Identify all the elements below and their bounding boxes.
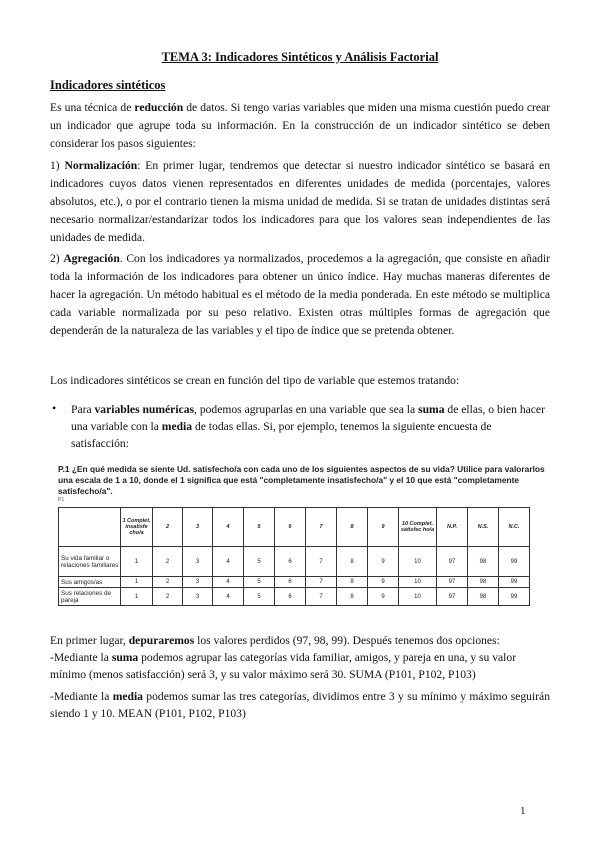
table-cell: 99 bbox=[499, 577, 530, 588]
bullet-numeric-variables: Para variables numéricas, podemos agruparlas en una variable que sea la suma de ellas, o bien hacer una variable con la media de todas ellas. Si, por ejemplo, tenemos la siguiente encuesta de satisfacción: bbox=[71, 403, 545, 450]
table-cell: 5 bbox=[244, 588, 275, 606]
table-cell: 2 bbox=[153, 577, 183, 588]
table-cell: 7 bbox=[306, 547, 337, 577]
table-cell: 97 bbox=[437, 588, 468, 606]
step-agregacion-paragraph: 2) Agregación. Con los indicadores ya normalizados, procedemos a la agregación, que consiste en añadir toda la información de los indicadores para obtener un único índice. Hay muchas maneras diferentes de hacer la agregación. Un método habitual es el método de la media ponderada. En este método se multiplica cada variable normalizada por su peso relativo. Existen otras múltiples formas de agregación que dependerán de la naturaleza de las variables y el tipo de índice que se pretenda obtener. bbox=[50, 252, 550, 337]
table-cell: 8 bbox=[337, 577, 368, 588]
table-cell: 98 bbox=[468, 588, 499, 606]
row-label: Sus amigos/as bbox=[59, 577, 121, 588]
survey-header-cell: 7 bbox=[306, 508, 337, 547]
table-cell: 1 bbox=[121, 547, 153, 577]
types-intro-paragraph: Los indicadores sintéticos se crean en función del tipo de variable que estemos tratando: bbox=[50, 374, 460, 387]
table-cell: 3 bbox=[183, 588, 213, 606]
page-number: 1 bbox=[520, 805, 526, 817]
table-cell: 5 bbox=[244, 547, 275, 577]
table-row bbox=[59, 547, 530, 577]
survey-question: P.1 ¿En qué medida se siente Ud. satisfecho/a con cada uno de los siguientes aspectos de su vida? Utilice para valorarlos una escala de 1 a 10, donde el 1 significa que está "completamente insatisfecho/a" y el 10 que está "completamente satisfecho/a". bbox=[58, 464, 545, 496]
table-cell: 10 bbox=[399, 577, 437, 588]
survey-header-cell: 4 bbox=[213, 508, 244, 547]
table-cell: 9 bbox=[368, 547, 399, 577]
survey-header-cell: 3 bbox=[183, 508, 213, 547]
table-cell: 98 bbox=[468, 547, 499, 577]
survey-header-row bbox=[59, 508, 530, 547]
table-cell: 6 bbox=[275, 547, 306, 577]
survey-header-cell: 10 Complet. satisfec ho/a bbox=[399, 508, 437, 547]
table-cell: 8 bbox=[337, 588, 368, 606]
table-cell: 99 bbox=[499, 547, 530, 577]
row-label: Sus relaciones de pareja bbox=[59, 588, 121, 606]
survey-header-cell: 9 bbox=[368, 508, 399, 547]
survey-header-cell: 2 bbox=[153, 508, 183, 547]
mean-paragraph: -Mediante la media podemos sumar las tres categorías, dividimos entre 3 y su mínimo y máximo seguirán siendo 1 y 10. MEAN (P101, P102, P103) bbox=[50, 690, 550, 720]
section-heading: Indicadores sintéticos bbox=[50, 78, 166, 92]
table-cell: 7 bbox=[306, 577, 337, 588]
table-row bbox=[59, 577, 530, 588]
bullet-icon: • bbox=[52, 401, 57, 415]
table-cell: 3 bbox=[183, 547, 213, 577]
table-cell: 10 bbox=[399, 547, 437, 577]
survey-table bbox=[58, 507, 530, 606]
row-label: Su vida familiar o relaciones familiares bbox=[59, 547, 121, 577]
survey-header-cell: N.P. bbox=[437, 508, 468, 547]
cleaning-paragraph: En primer lugar, depuraremos los valores perdidos (97, 98, 99). Después tenemos dos opciones: -Mediante la suma podemos agrupar las categorías vida familiar, amigos, y pareja en una, y su valor mínimo (menos satisfacción) será 3, y su valor máximo será 30. SUMA (P101, P102, P103) bbox=[50, 634, 517, 681]
table-cell: 6 bbox=[275, 577, 306, 588]
survey-header-cell: N.S. bbox=[468, 508, 499, 547]
table-cell: 97 bbox=[437, 577, 468, 588]
table-cell: 3 bbox=[183, 577, 213, 588]
table-cell: 4 bbox=[213, 577, 244, 588]
survey-header-cell: 8 bbox=[337, 508, 368, 547]
intro-paragraph: Es una técnica de reducción de datos. Si tengo varias variables que miden una misma cuestión puedo crear un indicador que agrupe toda su información. En la construcción de un indicador sintético se deben considerar los pasos siguientes: bbox=[50, 101, 550, 150]
table-cell: 4 bbox=[213, 547, 244, 577]
survey-header-cell: 5 bbox=[244, 508, 275, 547]
table-cell: 1 bbox=[121, 577, 153, 588]
survey-tag: P1 bbox=[58, 497, 65, 503]
table-cell: 97 bbox=[437, 547, 468, 577]
step-normalizacion-paragraph: 1) Normalización: En primer lugar, tendremos que detectar si nuestro indicador sintético se basará en indicadores cuyos datos vienen representados en diferentes unidades de medida (porcentajes, valores absolutos, etc.), o por el contrario tienen la misma unidad de medida. Si se tratan de unidades distintas será necesario normalizar/estandarizar todos los indicadores para que los valores sean independientes de las unidades de medida. bbox=[50, 159, 550, 244]
table-cell: 6 bbox=[275, 588, 306, 606]
table-cell: 2 bbox=[153, 547, 183, 577]
survey-header-cell: N.C. bbox=[499, 508, 530, 547]
survey-header-cell: 1 Complet. insatisfe cho/a bbox=[121, 508, 153, 547]
table-cell: 1 bbox=[121, 588, 153, 606]
survey-header-empty bbox=[59, 508, 121, 547]
table-row bbox=[59, 588, 530, 606]
table-cell: 98 bbox=[468, 577, 499, 588]
table-cell: 9 bbox=[368, 577, 399, 588]
table-cell: 4 bbox=[213, 588, 244, 606]
table-cell: 7 bbox=[306, 588, 337, 606]
table-cell: 2 bbox=[153, 588, 183, 606]
table-cell: 99 bbox=[499, 588, 530, 606]
table-cell: 10 bbox=[399, 588, 437, 606]
table-cell: 8 bbox=[337, 547, 368, 577]
table-cell: 9 bbox=[368, 588, 399, 606]
survey-header-cell: 6 bbox=[275, 508, 306, 547]
table-cell: 5 bbox=[244, 577, 275, 588]
page-title: TEMA 3: Indicadores Sintéticos y Análisis Factorial bbox=[161, 50, 439, 64]
